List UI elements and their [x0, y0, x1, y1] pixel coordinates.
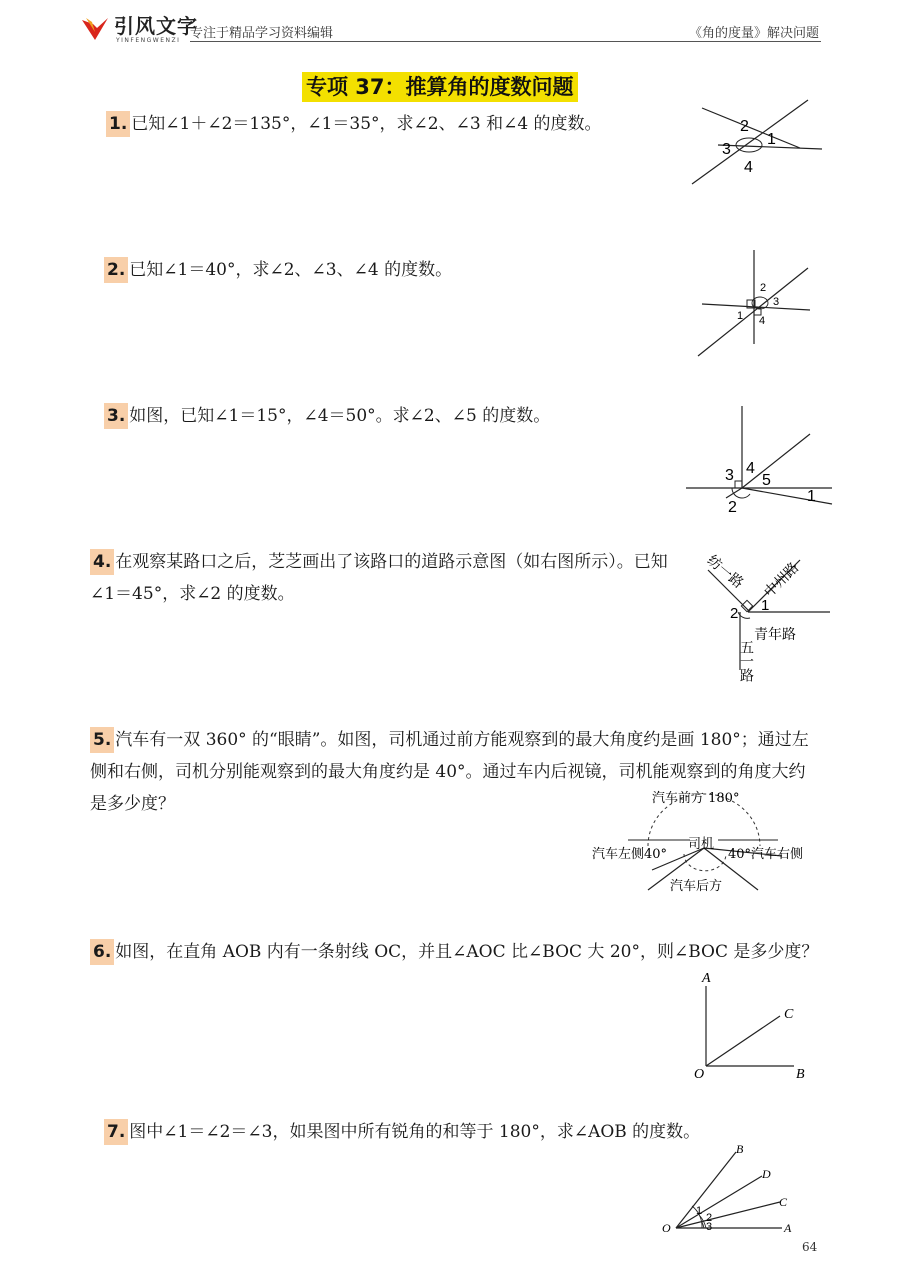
- figure-1: [690, 98, 825, 188]
- fig7-label-d: D: [762, 1167, 771, 1181]
- question-number: 3.: [104, 403, 128, 429]
- question-text: 如图，在直角 AOB 内有一条射线 OC，并且∠AOC 比∠BOC 大 20°，则∠BOC 是多少度？: [115, 942, 819, 962]
- question-number: 6.: [90, 939, 114, 965]
- figure-7: [662, 1140, 800, 1240]
- fig7-label-2: 2: [706, 1212, 713, 1224]
- question-6: [90, 936, 822, 968]
- fig2-label-4: 4: [759, 315, 766, 327]
- figure-5: [590, 784, 820, 898]
- brand-subtitle: YINFENGWENZI: [116, 37, 181, 44]
- fig7-label-c: C: [779, 1195, 788, 1209]
- fig5-right-label: 40°汽车右侧: [728, 847, 804, 862]
- question-number: 5.: [90, 727, 114, 753]
- question-1: [106, 108, 706, 140]
- header-divider: [190, 41, 821, 42]
- fig4-label-1: 1: [761, 597, 770, 614]
- question-number: 1.: [106, 111, 130, 137]
- fig1-label-1: 1: [767, 131, 776, 148]
- fig6-label-o: O: [694, 1067, 705, 1082]
- fig7-label-b: B: [736, 1142, 744, 1156]
- fig4-road-b: 中州路: [761, 559, 803, 601]
- question-text: 汽车有一双 360° 的“眼睛”。如图，司机通过前方能观察到的最大角度约是画 180°；通过左侧和右侧，司机分别能观察到的最大角度约是 40°。通过车内后视镜，司机能观察到的角度大约是多少度？: [90, 730, 809, 814]
- brand-name: 引风文字: [114, 14, 198, 38]
- fig4-road-c: 五一路: [738, 640, 754, 682]
- fig1-label-4: 4: [744, 159, 753, 176]
- figure-4: [694, 546, 834, 684]
- fig3-label-2: 2: [728, 499, 737, 516]
- question-text: 在观察某路口之后，芝芝画出了该路口的道路示意图（如右图所示）。已知∠1＝45°，求∠2 的度数。: [90, 552, 668, 604]
- question-text: 已知∠1＋∠2＝135°，∠1＝35°，求∠2、∠3 和∠4 的度数。: [131, 114, 602, 134]
- fig5-driver-label: 司机: [688, 837, 715, 852]
- fig5-rear-label: 汽车后方: [670, 879, 723, 894]
- fig1-label-3: 3: [722, 141, 731, 158]
- question-3: [104, 400, 704, 432]
- fig2-label-1: 1: [737, 310, 744, 322]
- fig4-road-a: 纺一路: [703, 552, 747, 592]
- question-text: 图中∠1＝∠2＝∠3，如果图中所有锐角的和等于 180°，求∠AOB 的度数。: [129, 1122, 701, 1142]
- question-number: 7.: [104, 1119, 128, 1145]
- fig1-label-2: 2: [740, 118, 749, 135]
- question-number: 4.: [90, 549, 114, 575]
- fig7-label-1: 1: [696, 1205, 703, 1217]
- fig6-label-b: B: [796, 1067, 805, 1082]
- fig3-label-1: 1: [807, 488, 816, 505]
- brand-logo: [80, 14, 110, 44]
- figure-6: [692, 966, 814, 1082]
- page-number: 64: [802, 1240, 818, 1254]
- fig3-label-4: 4: [746, 460, 755, 477]
- header-doc-title: 《角的度量》解决问题: [688, 26, 819, 41]
- figure-3: [684, 404, 834, 516]
- header-slogan: 专注于精品学习资料编辑: [190, 26, 334, 41]
- fig6-label-a: A: [702, 971, 711, 986]
- fig3-label-3: 3: [725, 467, 734, 484]
- fig4-label-2: 2: [730, 605, 739, 622]
- question-number: 2.: [104, 257, 128, 283]
- fig6-label-c: C: [784, 1007, 794, 1022]
- question-4: [90, 546, 682, 610]
- fig7-label-o: O: [662, 1221, 671, 1235]
- question-text: 如图，已知∠1＝15°，∠4＝50°。求∠2、∠5 的度数。: [129, 406, 551, 426]
- fig3-label-5: 5: [762, 472, 771, 489]
- page-title: 专项 37：推算角的度数问题: [302, 72, 578, 102]
- fig7-label-3: 3: [706, 1221, 713, 1233]
- fig2-label-2: 2: [760, 282, 767, 294]
- question-text: 已知∠1＝40°，求∠2、∠3、∠4 的度数。: [129, 260, 453, 280]
- fig2-label-3: 3: [773, 296, 780, 308]
- fig7-label-a: A: [784, 1221, 792, 1235]
- fig4-road-d: 青年路: [754, 627, 796, 643]
- question-2: [104, 254, 704, 286]
- figure-2: [696, 248, 816, 360]
- fig5-front-label: 汽车前方 180°: [652, 791, 740, 806]
- fig5-left-label: 汽车左侧40°: [592, 847, 668, 862]
